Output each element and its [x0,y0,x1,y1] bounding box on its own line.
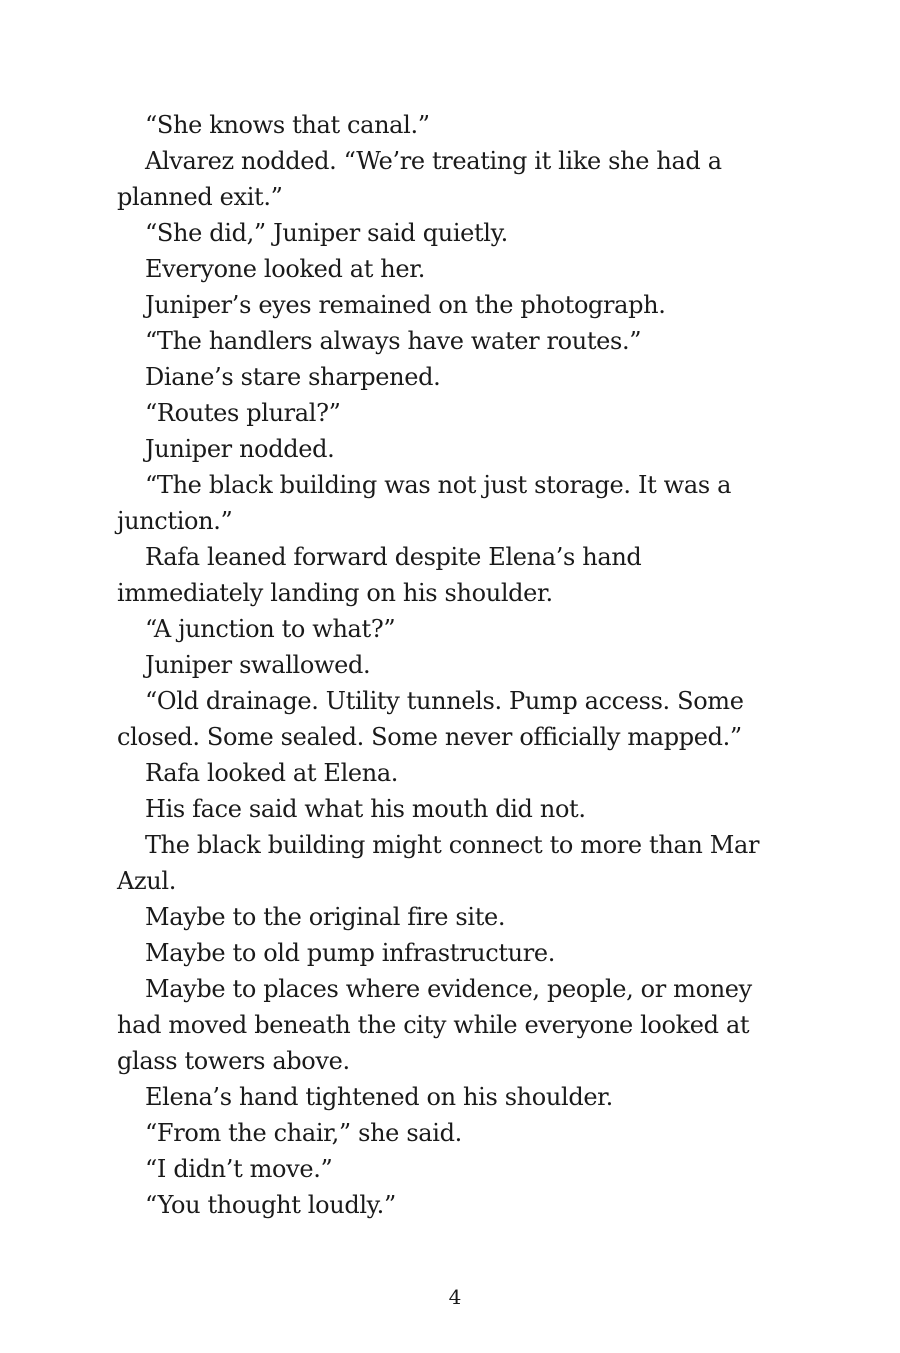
paragraph: “From the chair,” she said. [145,1119,462,1147]
paragraph: Maybe to old pump infrastructure. [145,939,556,967]
paragraph: “A junction to what?” [145,615,396,643]
paragraph: “The handlers always have water routes.” [145,327,642,355]
page-body [117,107,767,1223]
paragraph: Elena’s hand tightened on his shoulder. [145,1083,613,1111]
paragraph: “I didn’t move.” [145,1155,333,1183]
paragraph: Juniper nodded. [145,435,335,463]
paragraph: Juniper’s eyes remained on the photograph. [145,291,666,319]
paragraph: Diane’s stare sharpened. [145,363,441,391]
paragraph: Rafa looked at Elena. [145,759,399,787]
paragraph: “Routes plural?” [145,399,341,427]
paragraph: Alvarez nodded. “We’re treating it like she had a planned exit.” [117,147,722,211]
paragraph: Maybe to the original fire site. [145,903,506,931]
paragraph: “Old drainage. Utility tunnels. Pump access. Some closed. Some sealed. Some never officially mapped.” [117,687,744,751]
paragraph: “The black building was not just storage. It was a junction.” [117,471,732,535]
page-number: 4 [448,1285,462,1309]
paragraph: His face said what his mouth did not. [145,795,586,823]
paragraph: “You thought loudly.” [145,1191,396,1219]
paragraph: Rafa leaned forward despite Elena’s hand immediately landing on his shoulder. [117,543,642,607]
paragraph: “She knows that canal.” [145,111,430,139]
paragraph: The black building might connect to more than Mar Azul. [117,831,760,895]
paragraph: Everyone looked at her. [145,255,426,283]
paragraph: Maybe to places where evidence, people, or money had moved beneath the city while everyone looked at glass towers above. [117,975,752,1075]
paragraph: Juniper swallowed. [145,651,371,679]
paragraph: “She did,” Juniper said quietly. [145,219,508,247]
